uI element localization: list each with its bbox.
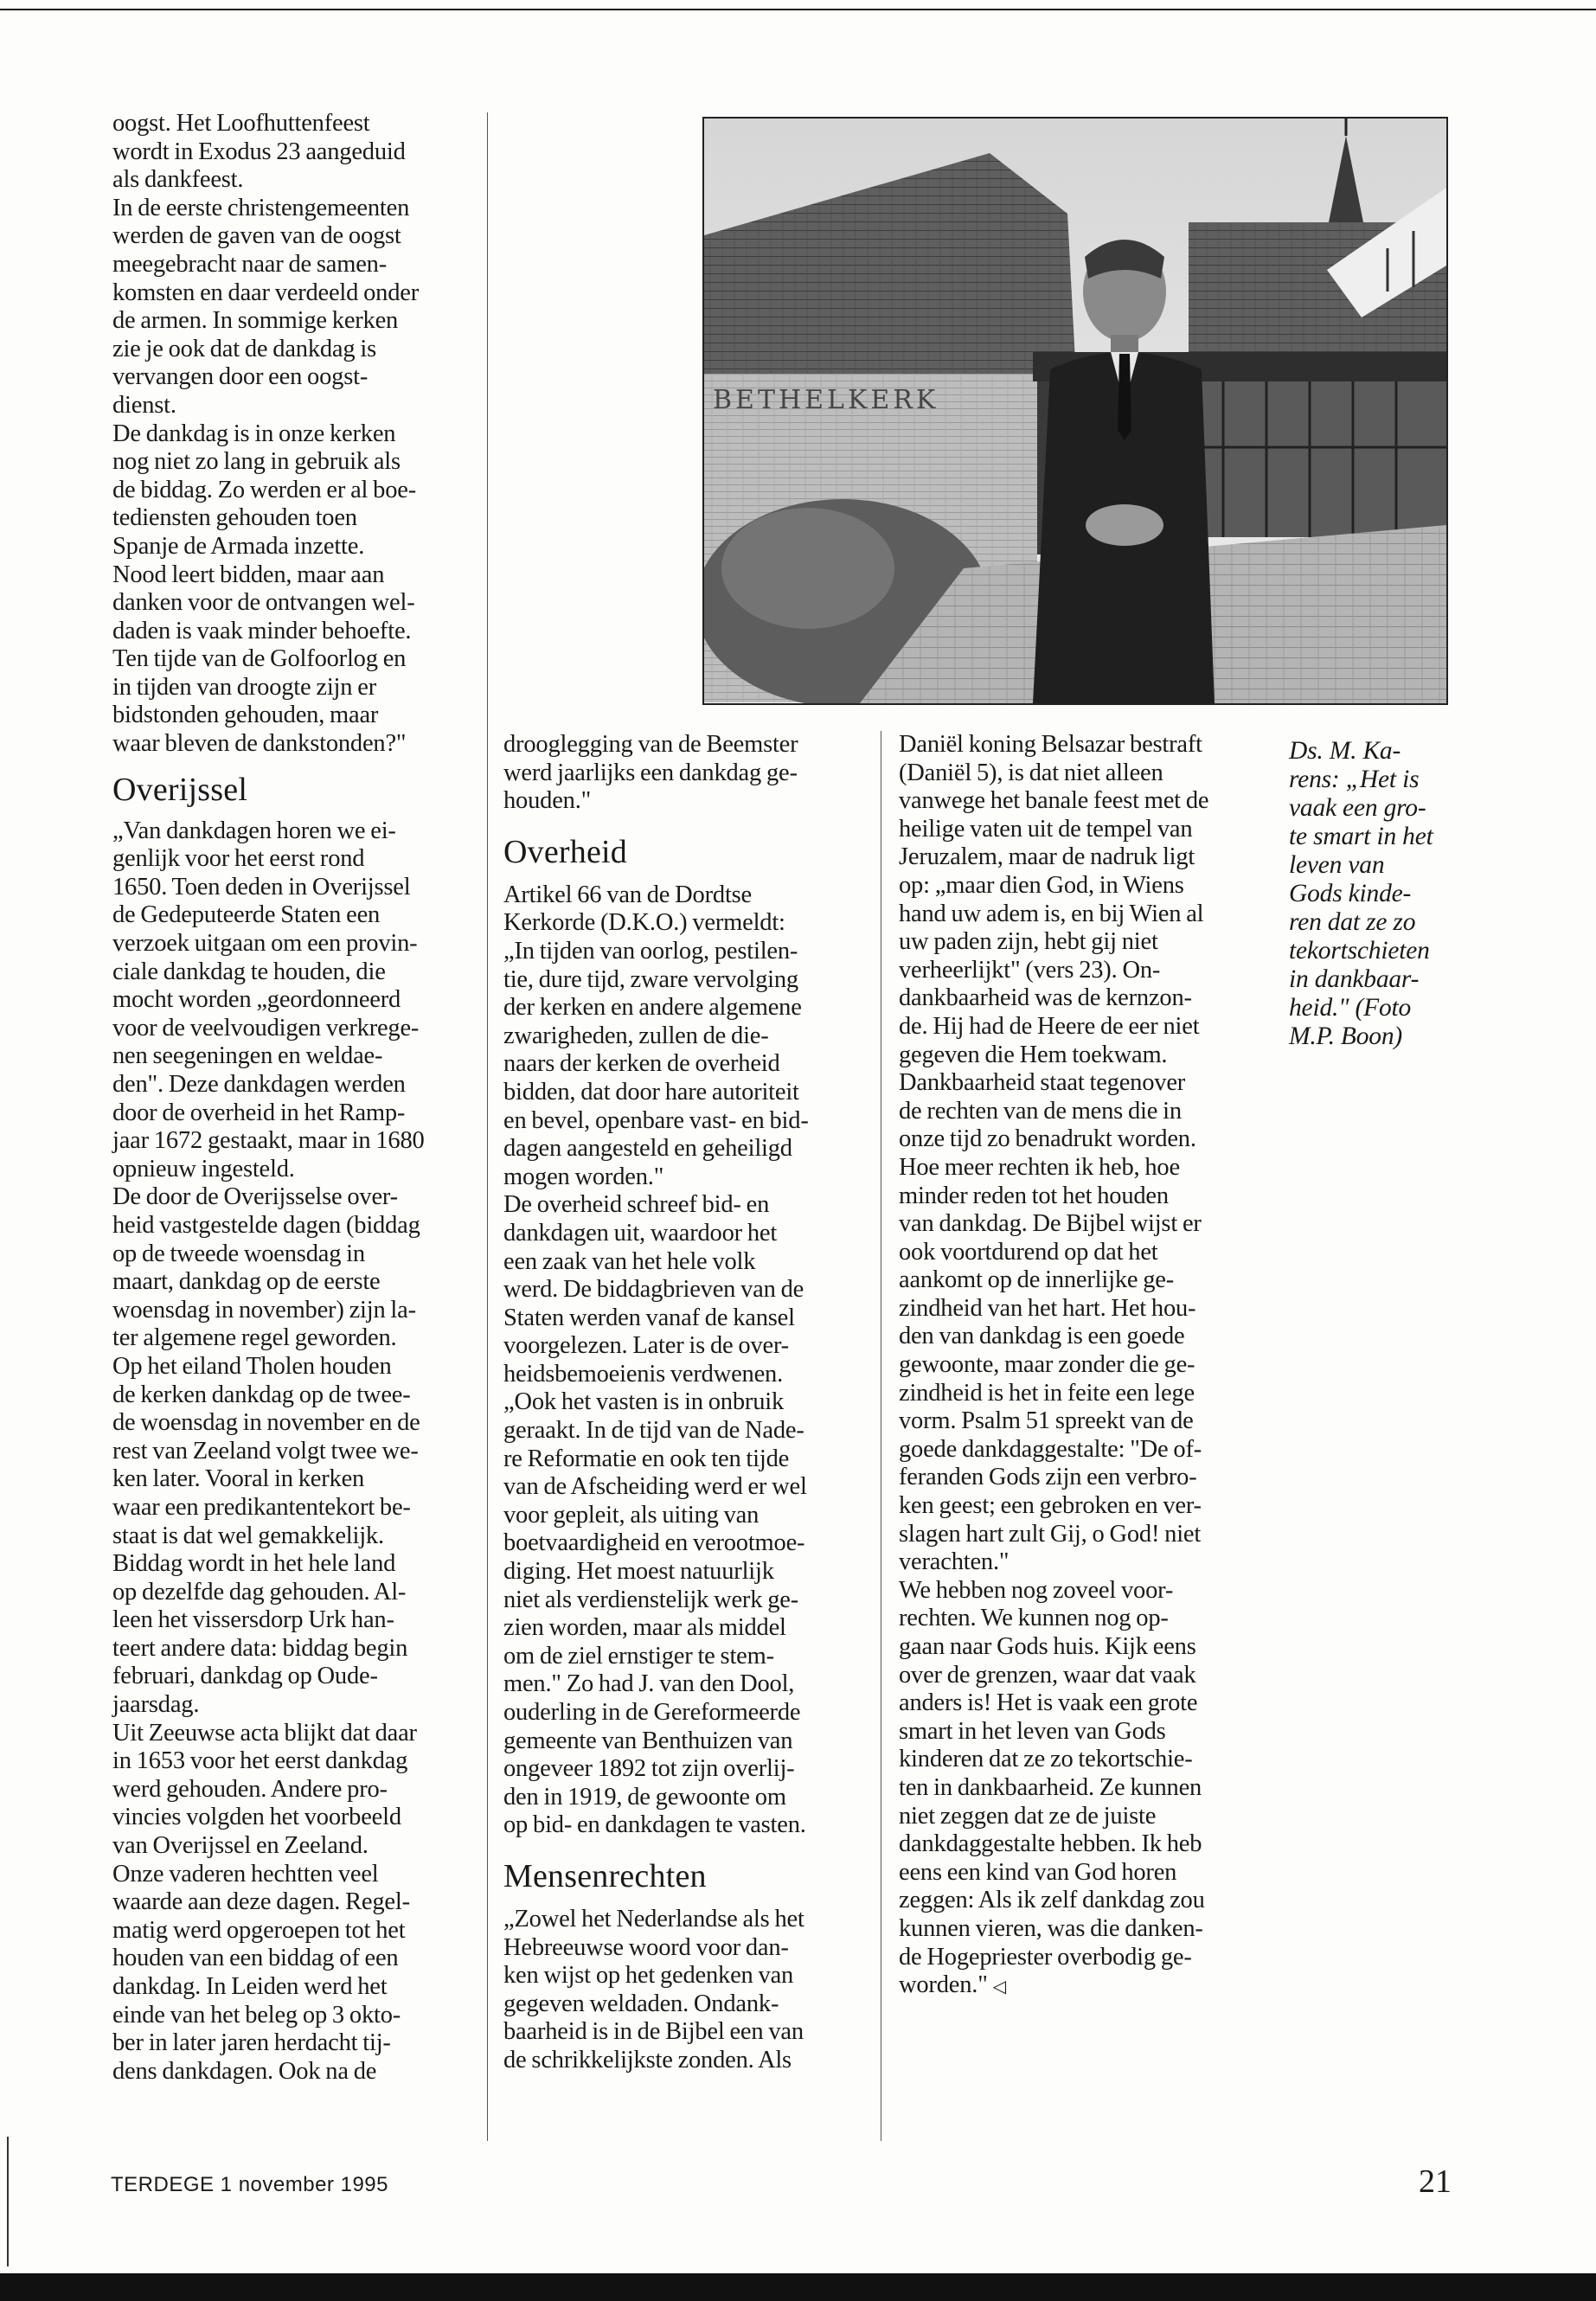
article-column-2 <box>503 731 862 2075</box>
column-3-body: Daniël koning Belsazar bestraft (Daniël 5), is dat niet alleen vanwege het banale feest met de heilige vaten uit de tempel van Jeruzalem, maar de nadruk ligt op: „maar dien God, in Wiens hand uw adem is, en bij Wien al uw paden zijn, hebt gij niet verheerlijkt" (vers 23). On- dankbaarheid was de kernzon- de. Hij had de Heere de eer niet gegeven die Hem toekwam. Dankbaarheid staat tegenover de rechten van de mens die in onze tijd zo benadrukt worden. Hoe meer rechten ik heb, hoe minder reden tot het houden van dankdag. De Bijbel wijst er ook voortdurend op dat het aankomt op de innerlijke ge- zindheid van het hart. Het hou- den van dankdag is een goede gewoonte, maar zonder die ge- zindheid is het in feite een lege vorm. Psalm 51 spreekt van de goede dankdaggestalte: "De of- feranden Gods zijn een verbro- ken geest; een gebroken en ver- slagen hart zult Gij, o God! niet verachten." We hebben nog zoveel voor- rechten. We kunnen nog op- gaan naar Gods huis. Kijk eens over de grenzen, waar dat vaak anders is! Het is vaak een grote smart in het leven van Gods kinderen dat ze zo tekortschie- ten in dankbaarheid. Ze kunnen niet zeggen dat ze de juiste dankdaggestalte hebben. Ik heb eens een kind van God horen zeggen: Als ik zelf dankdag zou kunnen vieren, was die danken- de Hogepriester overbodig ge- worden." ◁ <box>899 731 1209 1999</box>
article-column-3 <box>899 731 1258 2002</box>
column-1-body: „Van dankdagen horen we ei- genlijk voor het eerst rond 1650. Toen deden in Overijssel de Gedeputeerde Staten een verzoek uitgaan om een provin- ciale dankdag te houden, die mocht worden „geordonneerd voor de veelvoudigen verkrege- nen seegeningen en weldae- den". Deze dankdagen werden door de overheid in het Ramp- jaar 1672 gestaakt, maar in 1680 opnieuw ingesteld. De door de Overijsselse over- heid vastgestelde dagen (biddag op de tweede woensdag in maart, dankdag op de eerste woensdag in november) zijn la- ter algemene regel geworden. Op het eiland Tholen houden de kerken dankdag op de twee- de woensdag in november en de rest van Zeeland volgt twee we- ken later. Vooral in kerken waar een predikantentekort be- staat is dat wel gemakkelijk. Biddag wordt in het hele land op dezelfde dag gehouden. Al- leen het vissersdorp Urk han- teert andere data: biddag begin februari, dankdag op Oude- jaarsdag. Uit Zeeuwse acta blijkt dat daar in 1653 voor het eerst dankdag werd gehouden. Andere pro- vincies volgden het voorbeeld van Overijssel en Zeeland. Onze vaderen hechtten veel waarde aan deze dagen. Regel- matig werd opgeroepen tot het houden van een biddag of een dankdag. In Leiden werd het einde van het beleg op 3 okto- ber in later jaren herdacht tij- dens dankdagen. Ook na de <box>112 817 425 2085</box>
column-1-intro: oogst. Het Loofhuttenfeest wordt in Exodus 23 aangeduid als dankfeest. In de eerste christengemeenten werden de gaven van de oogst meegebracht naar de samen- komsten en daar verdeeld onder de armen. In sommige kerken zie je ook dat de dankdag is vervangen door een oogst- dienst. De dankdag is in onze kerken nog niet zo lang in gebruik als de biddag. Zo werden er al boe- tediensten gehouden toen Spanje de Armada inzette. Nood leert bidden, maar aan danken voor de ontvangen wel- daden is vaak minder behoefte. Ten tijde van de Golfoorlog en in tijden van droogte zijn er bidstonden gehouden, maar waar bleven de dankstonden?" <box>112 110 420 758</box>
publication-footer: TERDEGE 1 november 1995 <box>111 2173 388 2196</box>
column-2-body: Artikel 66 van de Dordtse Kerkorde (D.K.O.) vermeldt: „In tijden van oorlog, pestilen- tie, dure tijd, zware vervolging der kerken en andere algemene zwarigheden, zullen de die- naars der kerken de overheid bidden, dat door hare autoriteit en bevel, openbare vast- en bid- dagen aangesteld en geheiligd mogen worden." De overheid schreef bid- en dankdagen uit, waardoor het een zaak van het hele volk werd. De biddagbrieven van de Staten werden vanaf de kansel voorgelezen. Later is de over- heidsbemoeienis verdwenen. „Ook het vasten is in onbruik geraakt. In de tijd van de Nade- re Reformatie en ook ten tijde van de Afscheiding werd er wel voor gepleit, als uiting van boetvaardigheid en verootmoe- diging. Het moest natuurlijk niet als verdienstelijk werk ge- zien worden, maar als middel om de ziel ernstiger te stem- men." Zo had J. van den Dool, ouderling in de Gereformeerde gemeente van Benthuizen van ongeveer 1892 tot zijn overlij- den in 1919, de gewoonte om op bid- en dankdagen te vasten. <box>503 881 809 1839</box>
column-divider-1 <box>487 112 488 2141</box>
heading-overheid: Overheid <box>503 833 627 870</box>
column-2-body-2: „Zowel het Nederlandse als het Hebreeuwse woord voor dan- ken wijst op het gedenken van gegeven weldaden. Ondank- baarheid is in de Bijbel een van de schrikkelijkste zonden. Als <box>503 1905 804 2073</box>
column-2-intro: drooglegging van de Beemster werd jaarlijks een dankdag ge- houden." <box>503 731 798 815</box>
heading-overijssel: Overijssel <box>112 771 248 808</box>
top-rule <box>0 9 1596 10</box>
photo-bethelkerk <box>702 117 1448 705</box>
photo-caption: Ds. M. Ka- rens: „Het is vaak een gro- te smart in het leven van Gods kinde- ren dat ze zo tekortschieten in dankbaar- heid." (Foto M.P. Boon) <box>1289 737 1433 1050</box>
scan-bottom-edge <box>0 2273 1596 2301</box>
left-margin-rule <box>7 2137 9 2266</box>
church-sign: BETHELKERK <box>713 385 939 415</box>
article-column-1 <box>112 110 471 2086</box>
end-of-article-icon: ◁ <box>992 1977 1006 1997</box>
heading-mensenrechten: Mensenrechten <box>503 1857 707 1894</box>
page-number: 21 <box>1419 2163 1452 2200</box>
